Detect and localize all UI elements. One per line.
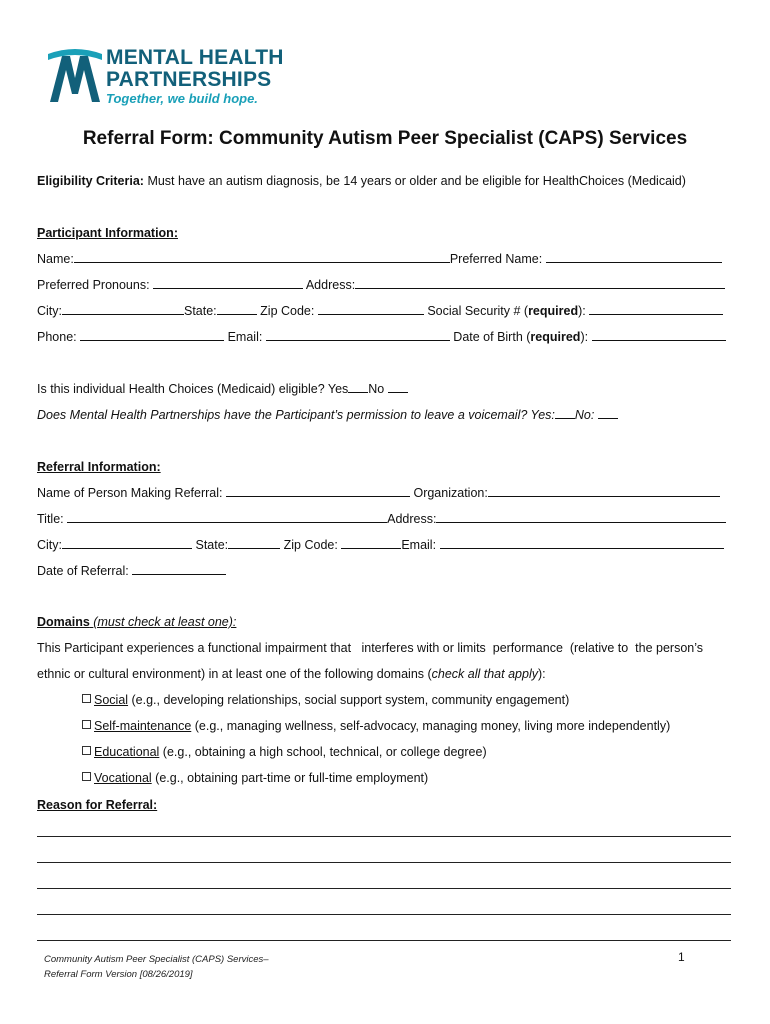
domain-vocational: Vocational (e.g., obtaining part-time or full-time employment) <box>82 770 428 786</box>
preferred-name-field[interactable] <box>546 251 722 263</box>
domains-intro-line2: ethnic or cultural environment) in at least one of the following domains (check all that apply): <box>37 667 546 681</box>
participant-pronouns-row: Preferred Pronouns: Address: <box>37 277 725 293</box>
participant-city-row: City: State: Zip Code: Social Security # (required): <box>37 303 723 319</box>
organization-field[interactable] <box>488 485 720 497</box>
referrer-name-field[interactable] <box>226 485 410 497</box>
participant-phone-row: Phone: Email: Date of Birth (required): <box>37 329 726 345</box>
referral-title-row: Title: Address: <box>37 511 726 527</box>
footer-line2: Referral Form Version [08/26/2019] <box>44 969 193 980</box>
referral-date-field[interactable] <box>132 563 226 575</box>
mental-health-partnerships-logo <box>48 46 288 108</box>
domains-intro-line1: This Participant experiences a functional impairment that interferes with or limits performance (relative to the person’s <box>37 641 704 655</box>
participant-city-field[interactable] <box>62 303 184 315</box>
reason-line-2[interactable] <box>37 862 731 863</box>
eligibility-text: Must have an autism diagnosis, be 14 years or older and be eligible for HealthChoices (Medicaid) <box>143 174 686 188</box>
page-number: 1 <box>678 950 685 964</box>
domain-social: Social (e.g., developing relationships, social support system, community engagement) <box>82 692 569 708</box>
eligibility-criteria <box>37 173 686 189</box>
medicaid-yes-field[interactable] <box>348 381 368 393</box>
referrer-address-field[interactable] <box>436 511 726 523</box>
voicemail-question: Does Mental Health Partnerships have the Participant’s permission to leave a voicemail? Yes: No: <box>37 407 618 423</box>
logo-tagline: Together, we build hope. <box>106 91 258 106</box>
medicaid-no-field[interactable] <box>388 381 408 393</box>
referrer-zip-field[interactable] <box>341 537 401 549</box>
referral-heading: Referral Information: <box>37 460 161 474</box>
participant-email-field[interactable] <box>266 329 450 341</box>
footer-line1: Community Autism Peer Specialist (CAPS) Services– <box>44 954 269 965</box>
participant-zip-field[interactable] <box>318 303 424 315</box>
referrer-state-field[interactable] <box>228 537 280 549</box>
medicaid-eligible-question: Is this individual Health Choices (Medicaid) eligible? Yes No <box>37 381 408 397</box>
social-checkbox[interactable] <box>82 694 91 703</box>
form-title: Referral Form: Community Autism Peer Specialist (CAPS) Services <box>82 128 688 149</box>
pronouns-field[interactable] <box>153 277 303 289</box>
referral-city-row: City: State: Zip Code: Email: <box>37 537 724 553</box>
logo-mark-icon <box>48 48 102 104</box>
reason-line-1[interactable] <box>37 836 731 837</box>
ssn-field[interactable] <box>589 303 723 315</box>
participant-address-field[interactable] <box>355 277 725 289</box>
participant-name-row: Name: Preferred Name: <box>37 251 722 267</box>
phone-field[interactable] <box>80 329 224 341</box>
logo-text-line1: MENTAL HEALTH <box>106 46 284 69</box>
reason-line-3[interactable] <box>37 888 731 889</box>
vocational-checkbox[interactable] <box>82 772 91 781</box>
self-maintenance-checkbox[interactable] <box>82 720 91 729</box>
educational-checkbox[interactable] <box>82 746 91 755</box>
domains-heading: Domains (must check at least one): <box>37 615 237 629</box>
reason-heading: Reason for Referral: <box>37 798 158 812</box>
eligibility-label: Eligibility Criteria: <box>37 174 144 188</box>
referrer-email-field[interactable] <box>440 537 724 549</box>
referrer-city-field[interactable] <box>62 537 192 549</box>
reason-line-5[interactable] <box>37 940 731 941</box>
domain-self-maintenance: Self-maintenance (e.g., managing wellness, self-advocacy, managing money, living more independently) <box>82 718 670 734</box>
logo-text-line2: PARTNERSHIPS <box>106 68 272 91</box>
voicemail-yes-field[interactable] <box>555 407 575 419</box>
name-field[interactable] <box>74 251 450 263</box>
reason-line-4[interactable] <box>37 914 731 915</box>
referral-person-row: Name of Person Making Referral: Organization: <box>37 485 720 501</box>
referral-date-row: Date of Referral: <box>37 563 226 579</box>
domain-educational: Educational (e.g., obtaining a high school, technical, or college degree) <box>82 744 487 760</box>
voicemail-no-field[interactable] <box>598 407 618 419</box>
participant-heading: Participant Information: <box>37 226 178 240</box>
referrer-title-field[interactable] <box>67 511 387 523</box>
dob-field[interactable] <box>592 329 726 341</box>
participant-state-field[interactable] <box>217 303 257 315</box>
footer <box>44 952 269 982</box>
